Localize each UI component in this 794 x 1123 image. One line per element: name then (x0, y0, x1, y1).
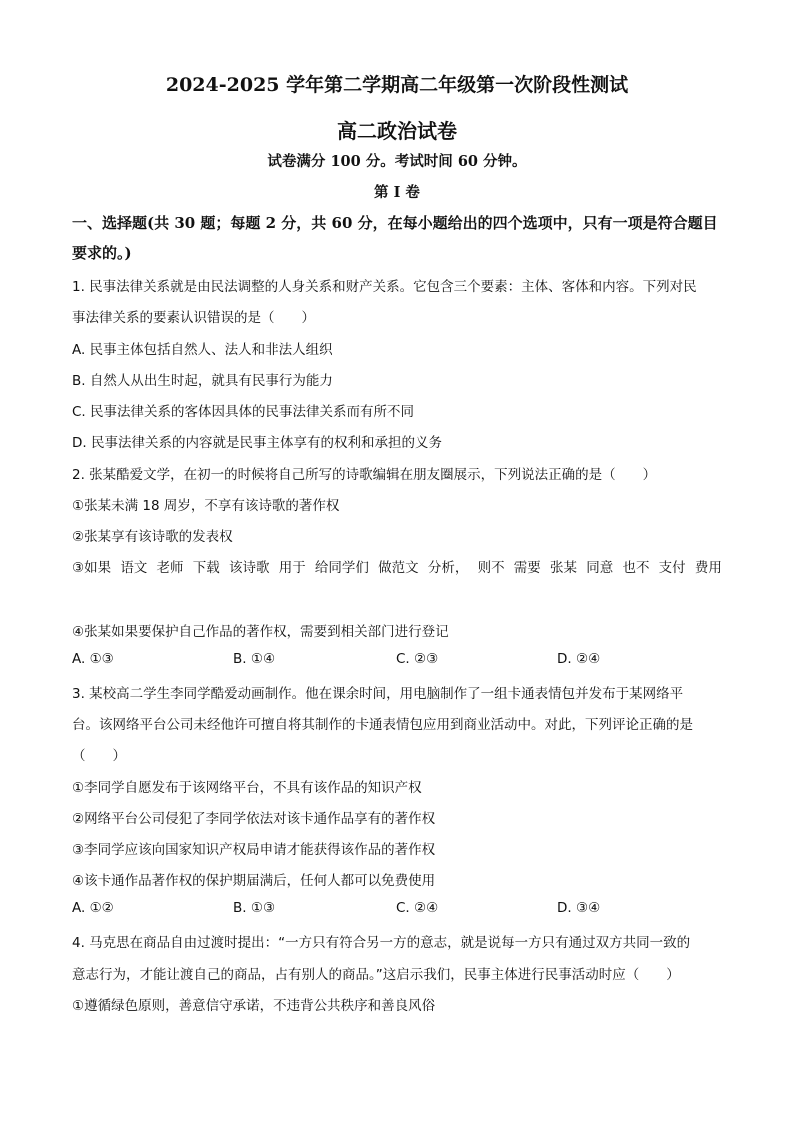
q2-s3-word: 同意 (586, 560, 614, 576)
q2-s3-word: 该诗歌 (228, 560, 270, 576)
q3-option-c: C. ②④ (396, 900, 439, 916)
q3-option-a: A. ①② (72, 900, 114, 916)
q3-statement-1: ①李同学自愿发布于该网络平台，不具有该作品的知识产权 (72, 780, 422, 796)
q1-option-b: B. 自然人从出生时起，就具有民事行为能力 (72, 373, 333, 389)
q2-s3-word: 支付 (658, 560, 686, 576)
exam-subtitle: 高二政治试卷 (337, 119, 457, 143)
exam-info: 试卷满分 100 分。考试时间 60 分钟。 (267, 153, 527, 170)
section-heading: 一、选择题(共 30 题；每题 2 分，共 60 分，在每小题给出的四个选项中，只有一项是符合题目要求的。) (72, 214, 718, 262)
q3-statement-2: ②网络平台公司侵犯了李同学依法对该卡通作品享有的著作权 (72, 811, 436, 827)
q2-statement-4: ④张某如果要保护自己作品的著作权，需要到相关部门进行登记 (72, 624, 449, 640)
q2-option-b: B. ①④ (233, 651, 276, 667)
q3-option-d: D. ③④ (557, 900, 601, 916)
q2-option-d: D. ②④ (557, 651, 601, 667)
q2-s3-word: 做范文 (378, 560, 419, 576)
q2-s3-word: 则不 (477, 560, 505, 576)
q2-statement-2: ②张某享有该诗歌的发表权 (72, 529, 233, 545)
q2-s3-word: 张某 (550, 560, 578, 576)
q2-s3-word: 也不 (622, 560, 650, 576)
q4-stem-line1: 4. 马克思在商品自由过渡时提出：“一方只有符合另一方的意志，就是说每一方只有通过双方共同一致的 (72, 935, 691, 951)
q4-statement-1: ①遵循绿色原则，善意信守承诺，不违背公共秩序和善良风俗 (72, 998, 436, 1014)
q2-s3-word: 给同学们 (314, 560, 369, 576)
q2-s3-word: ③如果 (72, 560, 112, 576)
q1-option-c: C. 民事法律关系的客体因具体的民事法律关系而有所不同 (72, 404, 415, 420)
q2-s3-word: 分析， (427, 560, 469, 576)
q3-option-b: B. ①③ (233, 900, 276, 916)
q1-option-d: D. 民事法律关系的内容就是民事主体享有的权利和承担的义务 (72, 435, 442, 451)
q1-stem-line2: 事法律关系的要素认识错误的是（ ） (72, 310, 315, 326)
q2-option-c: C. ②③ (396, 651, 439, 667)
q3-stem-line2: 台。该网络平台公司未经他许可擅自将其制作的卡通表情包应用到商业活动中。对此，下列评论正确的是 (72, 717, 693, 733)
q2-statement-1: ①张某未满 18 周岁，不享有该诗歌的著作权 (72, 498, 340, 514)
q3-statement-3: ③李同学应该向国家知识产权局申请才能获得该作品的著作权 (72, 842, 436, 858)
part-heading: 第 I 卷 (374, 184, 420, 201)
q3-stem-line1: 3. 某校高二学生李同学酷爱动画制作。他在课余时间，用电脑制作了一组卡通表情包并发布于某网络平 (72, 686, 684, 702)
q4-stem-line2: 意志行为，才能让渡自己的商品，占有别人的商品。”这启示我们，民事主体进行民事活动时应（ ） (72, 967, 680, 983)
q2-stem: 2. 张某酷爱文学，在初一的时候将自己所写的诗歌编辑在朋友圈展示，下列说法正确的是（ ） (72, 467, 657, 483)
q2-s3-word: 费用 (694, 560, 722, 576)
q2-s3-word: 老师 (156, 560, 184, 576)
q2-s3-word: 用于 (278, 560, 306, 576)
q3-statement-4: ④该卡通作品著作权的保护期届满后，任何人都可以免费使用 (72, 873, 436, 889)
q1-option-a: A. 民事主体包括自然人、法人和非法人组织 (72, 342, 333, 358)
q2-s3-word: 语文 (120, 560, 148, 576)
q2-s3-word: 需要 (513, 560, 541, 576)
q1-stem-line1: 1. 民事法律关系就是由民法调整的人身关系和财产关系。它包含三个要素：主体、客体和内容。下列对民 (72, 279, 697, 295)
q2-s3-word: 下载 (192, 560, 220, 576)
q3-stem-line3: （ ） (72, 748, 126, 764)
q2-option-a: A. ①③ (72, 651, 114, 667)
exam-title: 2024-2025 学年第二学期高二年级第一次阶段性测试 (165, 74, 629, 96)
q2-statement-3 (72, 556, 722, 576)
